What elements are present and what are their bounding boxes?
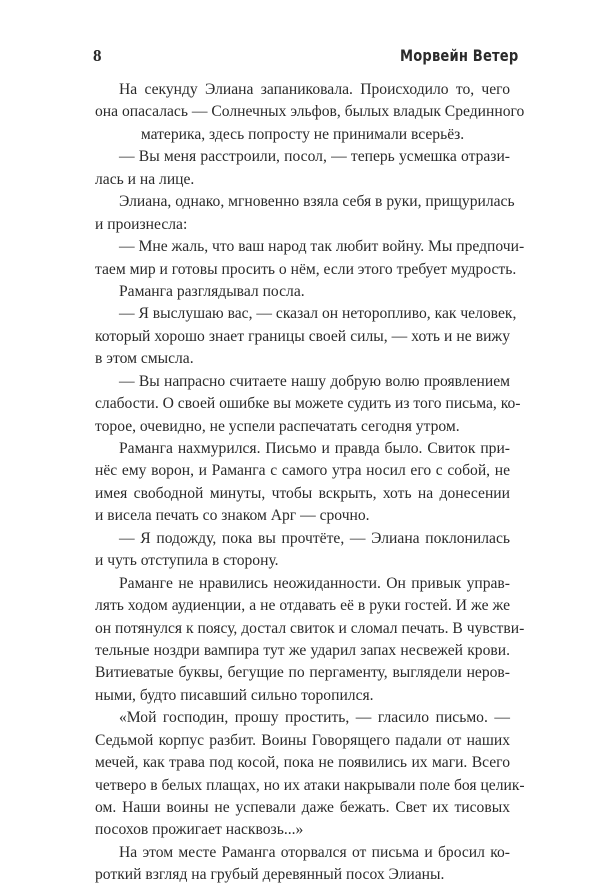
text-line: и произнесла: (95, 215, 188, 233)
text-line: тельные ноздри вампира тут же ударил запах несвежей крови. (95, 641, 510, 659)
text-line: и висела печать со знаком Арг — срочно. (95, 507, 370, 525)
text-line: — Вы напрасно считаете нашу добрую волю проявлением (119, 372, 510, 390)
body-text (95, 79, 525, 887)
running-title: Морвейн Ветер (399, 46, 518, 65)
text-line: — Мне жаль, что ваш народ так любит войну. Мы предпочи- (119, 238, 525, 256)
text-line: Элиана, однако, мгновенно взяла себя в руки, прищурилась (119, 193, 515, 211)
text-line: он потянулся к поясу, достал свиток и сломал печать. В чувстви- (95, 619, 525, 637)
text-line: Витиеватые буквы, бегущие по пергаменту, выглядели неров- (95, 664, 510, 682)
text-line: в этом смысла. (95, 350, 194, 368)
text-line: ом. Наши воины не успевали даже бежать. Свет их тисовых (95, 799, 510, 816)
text-line: четверо в белых плащах, но их атаки накрывали поле боя целик- (95, 776, 525, 794)
text-line: который хорошо знает границы своей силы, — хоть и не вижу (95, 327, 510, 345)
text-line: На секунду Элиана запаниковала. Происходило то, чего (119, 81, 510, 98)
text-line: — Вы меня расстроили, посол, — теперь усмешка отрази- (119, 148, 510, 166)
text-line: она опасалась — Солнечных эльфов, былых владык Срединного (95, 103, 525, 121)
text-line: ными, будто писавший сильно торопился. (95, 686, 374, 704)
text-line: Раманга разглядывал посла. (119, 282, 305, 300)
text-line: — Я выслушаю вас, — сказал он неторопливо, как человек, (119, 305, 517, 323)
text-line: имея свободной минуты, чтобы вскрыть, хоть на донесении (95, 484, 510, 502)
page-number: 8 (93, 46, 102, 65)
text-line: Седьмой корпус разбит. Воины Говорящего падали от наших (95, 731, 510, 749)
text-line: лась и на лице. (95, 170, 195, 188)
text-line: лять ходом аудиенции, а не отдавать её в руки гостей. И же же (95, 597, 510, 615)
text-line: Рамангe не нравились неожиданности. Он привык управ- (119, 574, 510, 592)
text-line: и чуть отступила в сторону. (95, 552, 279, 570)
text-line: нёс ему ворон, и Раманга с самого утра носил его с собой, не (95, 462, 510, 480)
text-line: «Мой господин, прошу простить, — гласило письмо. — (119, 709, 510, 727)
text-line: посохов прожигает насквозь...» (95, 821, 304, 839)
text-line: материка, здесь попросту не принимали всерьёз. (140, 125, 465, 143)
text-line: торое, очевидно, не успели распечатать сегодня утром. (95, 417, 460, 435)
text-line: роткий взгляд на грубый деревянный посох Элианы. (95, 866, 445, 884)
text-line: слабости. О своей ошибке вы можете судить из того письма, ко- (95, 395, 521, 413)
text-line: — Я подожду, пока вы прочтёте, — Элиана поклонилась (119, 529, 510, 547)
text-line: таем мир и готовы просить о нём, если этого требует мудрость. (95, 260, 517, 278)
text-line: На этом месте Раманга оторвался от письма и бросил ко- (119, 843, 510, 861)
text-line: Раманга нахмурился. Письмо и правда было. Свиток при- (119, 440, 510, 457)
text-line: мечей, как трава под косой, пока не появились их маги. Всего (95, 754, 510, 772)
